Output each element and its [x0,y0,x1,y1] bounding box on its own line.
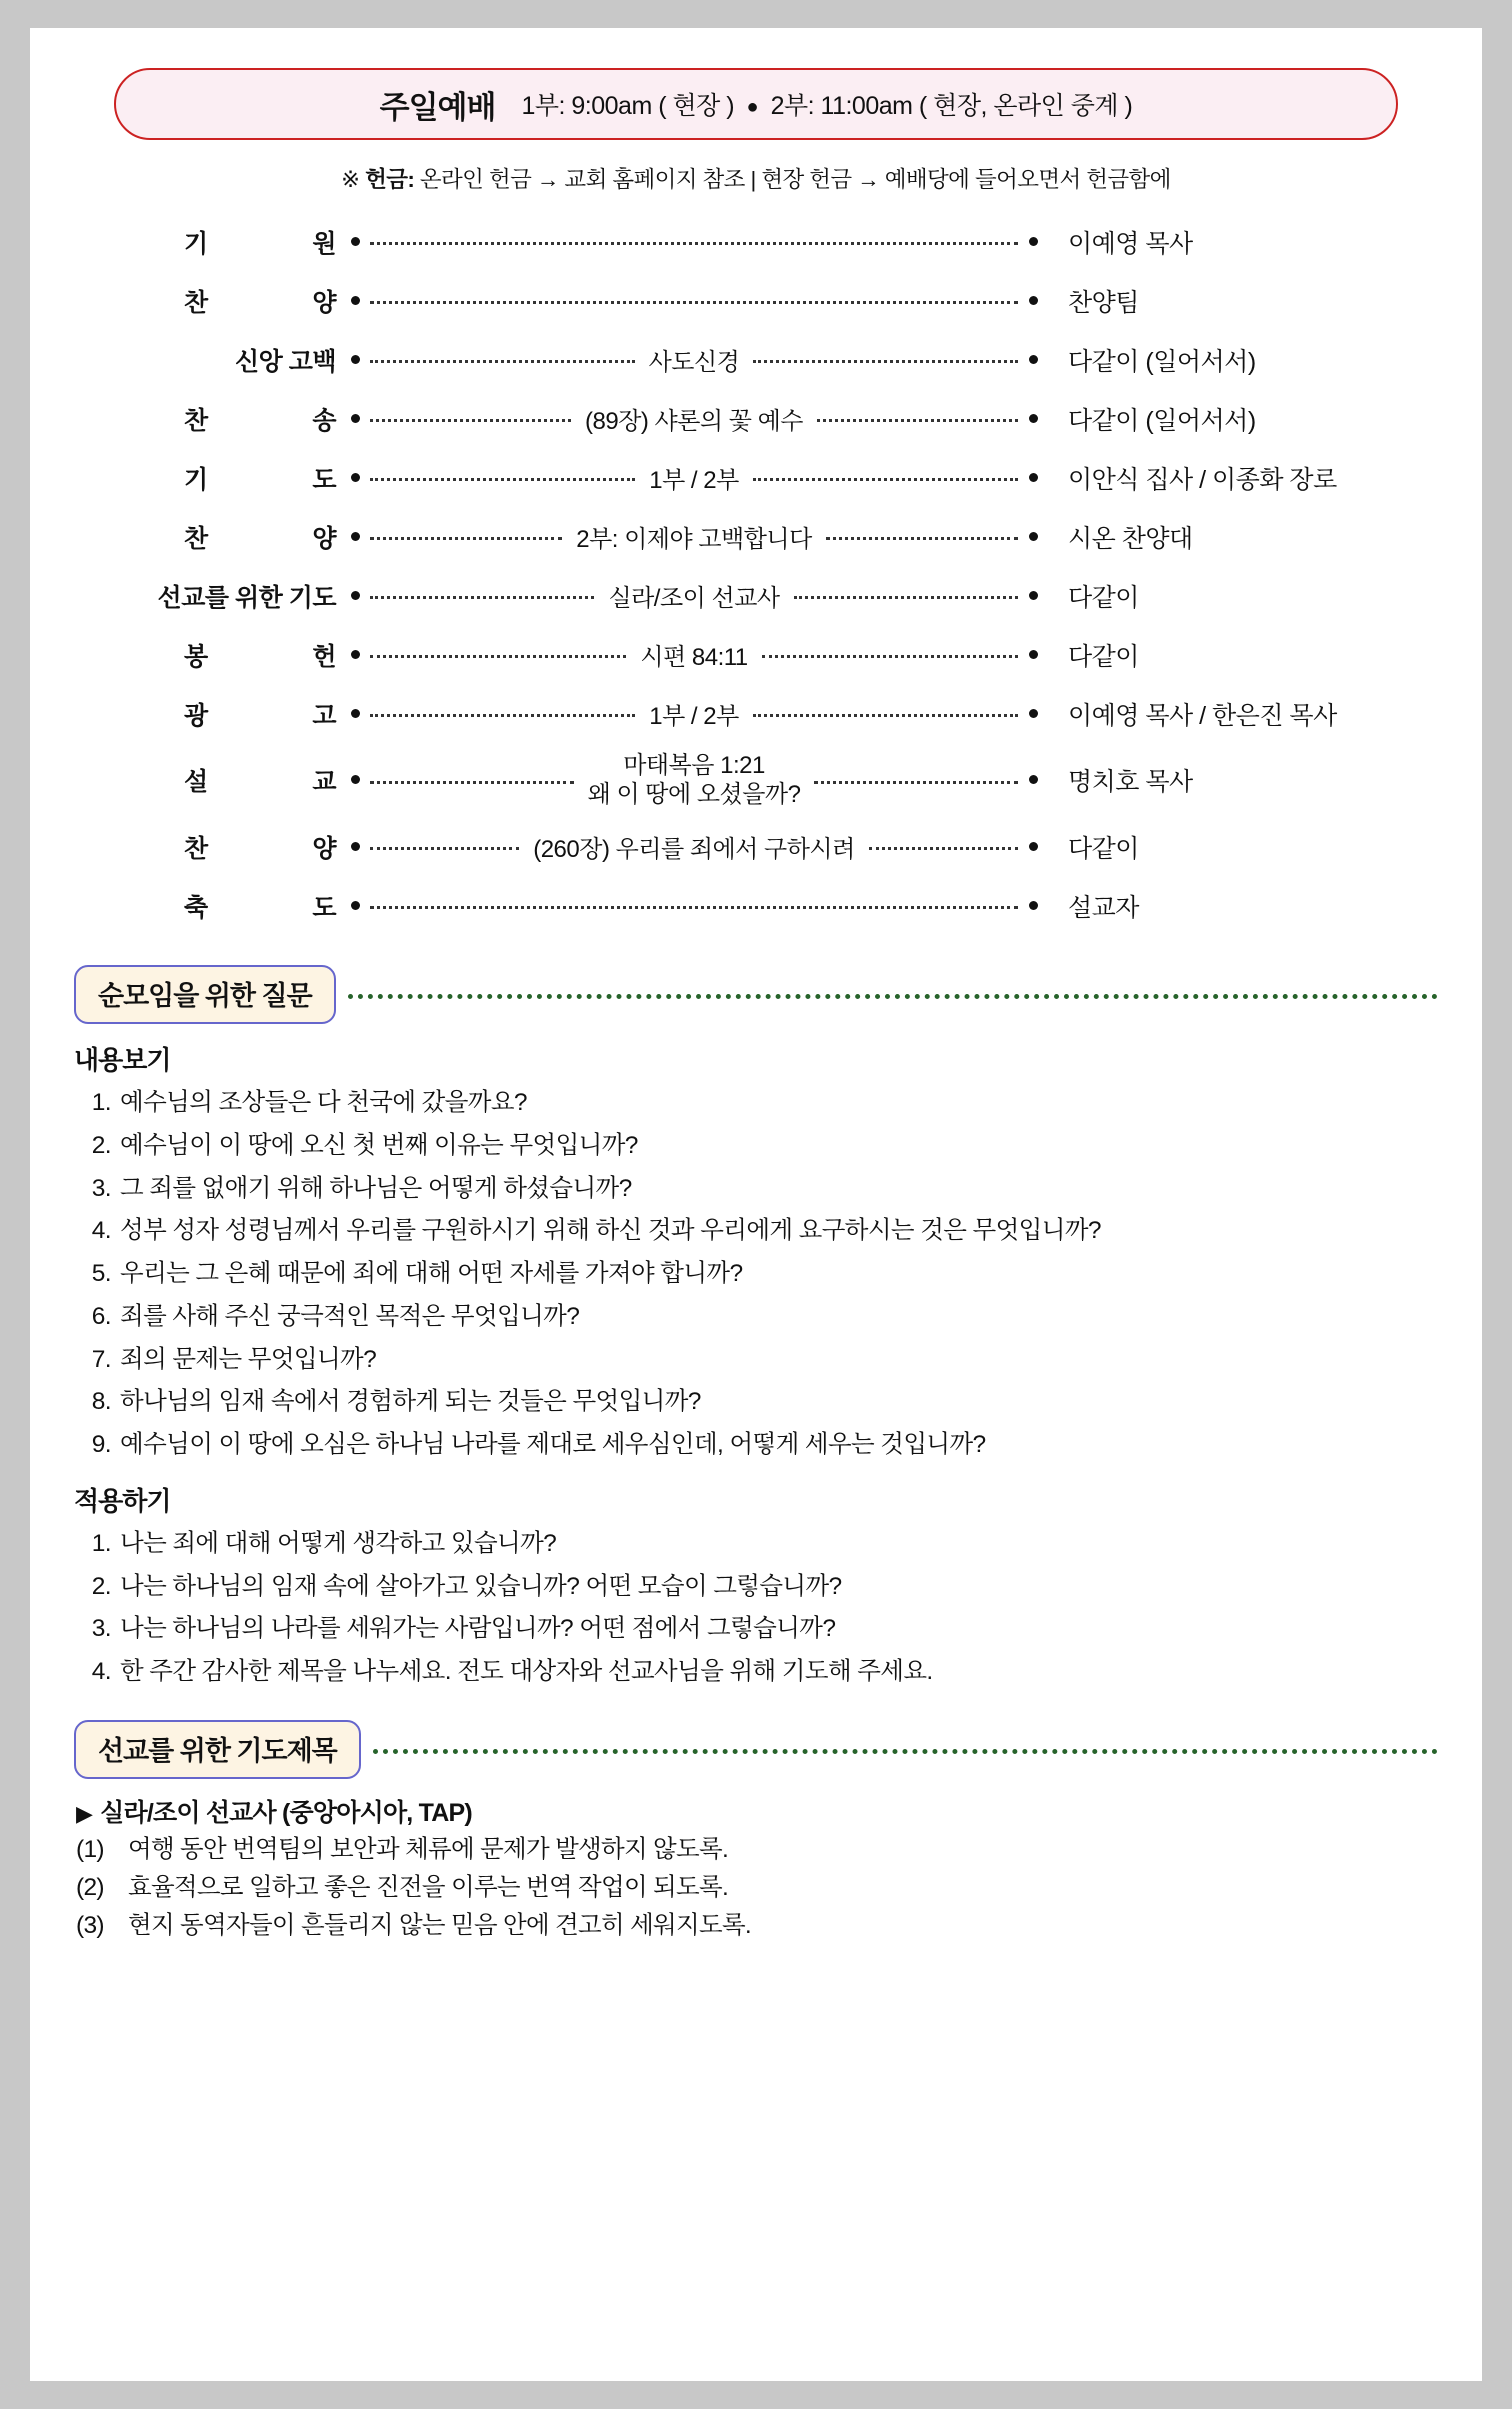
question-text: 나는 죄에 대해 어떻게 생각하고 있습니까? [120,1529,557,1557]
dot-icon [1029,775,1038,784]
order-row-label: 찬 양 [184,524,336,553]
question-item [80,1085,1438,1121]
bulletin-sheet [30,28,1482,2381]
offering-note-prefix: ※ [341,167,366,192]
order-row-bullet-left [342,212,368,271]
question-item [80,1569,1438,1605]
mission-prayer-lead-text: 실라/조이 선교사 (중앙아시아, TAP) [100,1798,472,1827]
order-row-bullet-left [342,817,368,876]
order-row [74,566,1438,625]
mission-item-marker: (3) [76,1911,104,1939]
leader-dots-right [794,596,1018,599]
question-item [80,1213,1438,1249]
order-row-detail: 사도신경 [648,349,740,376]
mission-item-text: 현지 동역자들이 흔들리지 않는 믿음 안에 견고히 세워지도록. [128,1911,752,1939]
question-number: 9. [91,1431,111,1459]
order-row-detail: (89장) 샤론의 꽃 예수 [585,408,803,435]
order-row-person: 다같이 (일어서서) [1068,347,1256,376]
leader-dots-right [817,419,1018,422]
dot-icon [351,650,360,659]
question-number: 2. [91,1131,111,1159]
dot-icon [351,473,360,482]
order-row-detail: 2부: 이제야 고백합니다 [576,526,812,553]
dot-icon [1029,355,1038,364]
order-row-bullet-right [1020,743,1046,817]
leader-dots-left [370,781,574,784]
order-row-label: 설 교 [184,768,336,796]
question-text: 죄를 사해 주신 궁극적인 목적은 무엇입니까? [120,1302,580,1330]
leader-dots-full [370,906,1018,909]
question-number: 1. [91,1529,111,1557]
offering-note-label: 헌금: [365,167,415,192]
order-row-detail: 마태복음 1:21 왜 이 땅에 오셨을까? [587,751,801,808]
leader-dots-left [370,847,519,850]
order-row [74,743,1438,817]
order-row [74,330,1438,389]
order-row-person: 이예영 목사 / 한은진 목사 [1068,701,1337,730]
order-row [74,817,1438,876]
order-row-label: 광 고 [184,701,336,730]
order-row-middle [368,212,1020,271]
leader-dots-left [370,419,571,422]
order-row-person: 이예영 목사 [1068,229,1193,258]
order-row-person: 다같이 [1068,642,1139,671]
order-row-middle [368,448,1020,507]
leader-dots-right [814,781,1018,784]
question-item [80,1427,1438,1463]
mission-item-text: 효율적으로 일하고 좋은 진전을 이루는 번역 작업이 되도록. [128,1873,729,1901]
order-row-label: 찬 양 [184,288,336,317]
dot-icon [1029,473,1038,482]
question-number: 1. [91,1089,111,1116]
order-row-detail: 실라/조이 선교사 [608,585,780,612]
order-row [74,271,1438,330]
mission-item-marker: (1) [76,1835,104,1863]
question-text: 성부 성자 성령님께서 우리를 구원하시기 위해 하신 것과 우리에게 요구하시는 것은 무엇입니까? [120,1217,1101,1245]
leader-dots-left [370,655,626,658]
order-row-bullet-left [342,389,368,448]
mission-item-marker: (2) [76,1873,104,1901]
leader-dots-right [762,655,1018,658]
order-row-bullet-right [1020,817,1046,876]
mission-prayer-dotted-rule [373,1749,1438,1754]
leader-dots-left [370,596,594,599]
order-row-label: 선교를 위한 기도 [157,583,336,612]
mission-item-text: 여행 동안 번역팀의 보안과 체류에 문제가 발생하지 않도록. [128,1835,729,1863]
question-number: 7. [91,1345,111,1373]
order-row-detail: 시편 84:11 [640,644,748,671]
order-of-service-table [74,212,1438,935]
question-number: 8. [91,1388,111,1416]
content-heading: 내용보기 [74,1045,171,1075]
order-row-detail: 1부 / 2부 [649,703,739,730]
question-item [80,1611,1438,1647]
order-row-bullet-left [342,566,368,625]
apply-heading: 적용하기 [74,1485,171,1516]
order-row-person: 명치호 목사 [1068,768,1193,796]
worship-header-pill [114,68,1398,140]
triangle-bullet-icon: ▶ [76,1800,93,1826]
worship-service-2: 2부: 11:00am ( 현장, 온라인 중계 ) [770,92,1133,120]
order-row-bullet-left [342,507,368,566]
leader-dots-left [370,537,562,540]
order-row [74,625,1438,684]
order-row-bullet-right [1020,448,1046,507]
question-item [80,1654,1438,1690]
order-row-person: 설교자 [1068,893,1139,922]
question-item [80,1384,1438,1420]
order-row-person: 시온 찬양대 [1068,524,1193,553]
leader-dots-left [370,360,635,363]
dot-icon [351,709,360,718]
leader-dots-left [370,714,635,717]
dot-icon [351,355,360,364]
question-number: 4. [91,1658,111,1686]
order-row-label: 찬 송 [184,406,336,435]
order-row [74,507,1438,566]
question-text: 예수님이 이 땅에 오심은 하나님 나라를 제대로 세우심인데, 어떻게 세우는 것입니까? [120,1431,986,1459]
worship-separator-dot: ● [746,95,759,118]
order-row-bullet-left [342,448,368,507]
leader-dots-right [753,478,1018,481]
order-row-middle [368,507,1020,566]
question-text: 나는 하나님의 임재 속에 살아가고 있습니까? 어떤 모습이 그렇습니까? [120,1572,842,1600]
order-row-bullet-right [1020,684,1046,743]
question-text: 그 죄를 없애기 위해 하나님은 어떻게 하셨습니까? [120,1174,632,1202]
apply-question-list [80,1526,1438,1690]
dot-icon [1029,901,1038,910]
leader-dots-full [370,242,1018,245]
mission-prayer-badge: 선교를 위한 기도제목 [74,1720,361,1779]
dot-icon [351,237,360,246]
dot-icon [1029,414,1038,423]
order-row-bullet-right [1020,330,1046,389]
order-row-middle [368,817,1020,876]
offering-note-text: 온라인 헌금 → 교회 홈페이지 참조 | 현장 헌금 → 예배당에 들어오면서 헌금함에 [414,167,1171,192]
order-row-label: 기 도 [184,465,336,494]
dot-icon [351,901,360,910]
order-row-bullet-right [1020,625,1046,684]
cell-questions-section-header [74,965,1438,1024]
order-row [74,389,1438,448]
question-text: 예수님이 이 땅에 오신 첫 번째 이유는 무엇입니까? [120,1131,638,1159]
dot-icon [1029,709,1038,718]
leader-dots-right [753,360,1018,363]
mission-prayer-item-list [76,1833,1438,1943]
dot-icon [1029,842,1038,851]
mission-prayer-section-header [74,1720,1438,1779]
question-number: 6. [91,1302,111,1330]
order-row-label: 축 도 [184,893,336,922]
order-row-person: 다같이 (일어서서) [1068,406,1256,435]
order-row-bullet-left [342,876,368,935]
order-row-label: 신앙 고백 [234,347,336,376]
question-text: 우리는 그 은혜 때문에 죄에 대해 어떤 자세를 가져야 합니까? [120,1260,743,1288]
question-item [80,1256,1438,1292]
order-row-bullet-left [342,625,368,684]
dot-icon [1029,591,1038,600]
order-row-label: 찬 양 [184,834,336,863]
question-item [80,1128,1438,1164]
order-row-middle [368,330,1020,389]
dot-icon [351,591,360,600]
order-row-person: 다같이 [1068,583,1139,612]
order-row-detail: 1부 / 2부 [649,467,739,494]
order-row [74,876,1438,935]
question-number: 4. [91,1217,111,1245]
dot-icon [351,296,360,305]
question-item [80,1526,1438,1562]
order-row-bullet-right [1020,566,1046,625]
order-row-bullet-left [342,684,368,743]
dot-icon [1029,650,1038,659]
order-row-bullet-left [342,330,368,389]
question-item [80,1299,1438,1335]
order-row-person: 찬양팀 [1068,288,1139,317]
question-item [80,1342,1438,1378]
order-row-middle [368,743,1020,817]
question-number: 3. [91,1174,111,1202]
dot-icon [1029,296,1038,305]
offering-note [74,162,1438,194]
worship-service-1: 1부: 9:00am ( 현장 ) [521,92,735,120]
order-row-person: 다같이 [1068,834,1139,863]
question-text: 죄의 문제는 무엇입니까? [120,1345,377,1373]
order-row-middle [368,876,1020,935]
worship-times [521,86,1132,122]
order-row-bullet-right [1020,876,1046,935]
order-row-middle [368,389,1020,448]
order-row-detail: (260장) 우리를 죄에서 구하시려 [533,836,855,863]
content-question-list [80,1085,1438,1463]
dot-icon [1029,237,1038,246]
order-of-service-body [74,212,1438,935]
order-row-label: 기 원 [184,229,336,258]
question-text: 한 주간 감사한 제목을 나누세요. 전도 대상자와 선교사님을 위해 기도해 주세요. [120,1658,933,1686]
order-row [74,684,1438,743]
leader-dots-full [370,301,1018,304]
question-item [80,1171,1438,1207]
order-row-bullet-right [1020,389,1046,448]
leader-dots-right [869,847,1018,850]
leader-dots-left [370,478,635,481]
order-row-bullet-left [342,743,368,817]
order-row-bullet-right [1020,507,1046,566]
worship-title: 주일예배 [379,89,496,125]
cell-questions-dotted-rule [348,994,1438,999]
question-text: 예수님의 조상들은 다 천국에 갔을까요? [120,1089,527,1116]
mission-prayer-item [76,1871,1438,1906]
dot-icon [1029,532,1038,541]
mission-prayer-item [76,1909,1438,1944]
dot-icon [351,842,360,851]
mission-prayer-lead [76,1793,1438,1829]
order-row-middle [368,625,1020,684]
order-row-bullet-right [1020,271,1046,330]
order-row-bullet-right [1020,212,1046,271]
question-text: 나는 하나님의 나라를 세워가는 사람입니까? 어떤 점에서 그렇습니까? [120,1615,836,1643]
order-row-bullet-left [342,271,368,330]
question-number: 2. [91,1572,111,1600]
cell-questions-badge: 순모임을 위한 질문 [74,965,336,1024]
order-row-person: 이안식 집사 / 이종화 장로 [1068,465,1337,494]
question-number: 3. [91,1615,111,1643]
question-text: 하나님의 임재 속에서 경험하게 되는 것들은 무엇입니까? [120,1388,701,1416]
order-row-middle [368,271,1020,330]
order-row [74,448,1438,507]
mission-prayer-item [76,1833,1438,1868]
dot-icon [351,414,360,423]
order-row-middle [368,566,1020,625]
order-row-label: 봉 헌 [184,642,336,671]
leader-dots-right [753,714,1018,717]
question-number: 5. [91,1260,111,1288]
order-row [74,212,1438,271]
dot-icon [351,775,360,784]
leader-dots-right [826,537,1018,540]
order-row-middle [368,684,1020,743]
dot-icon [351,532,360,541]
